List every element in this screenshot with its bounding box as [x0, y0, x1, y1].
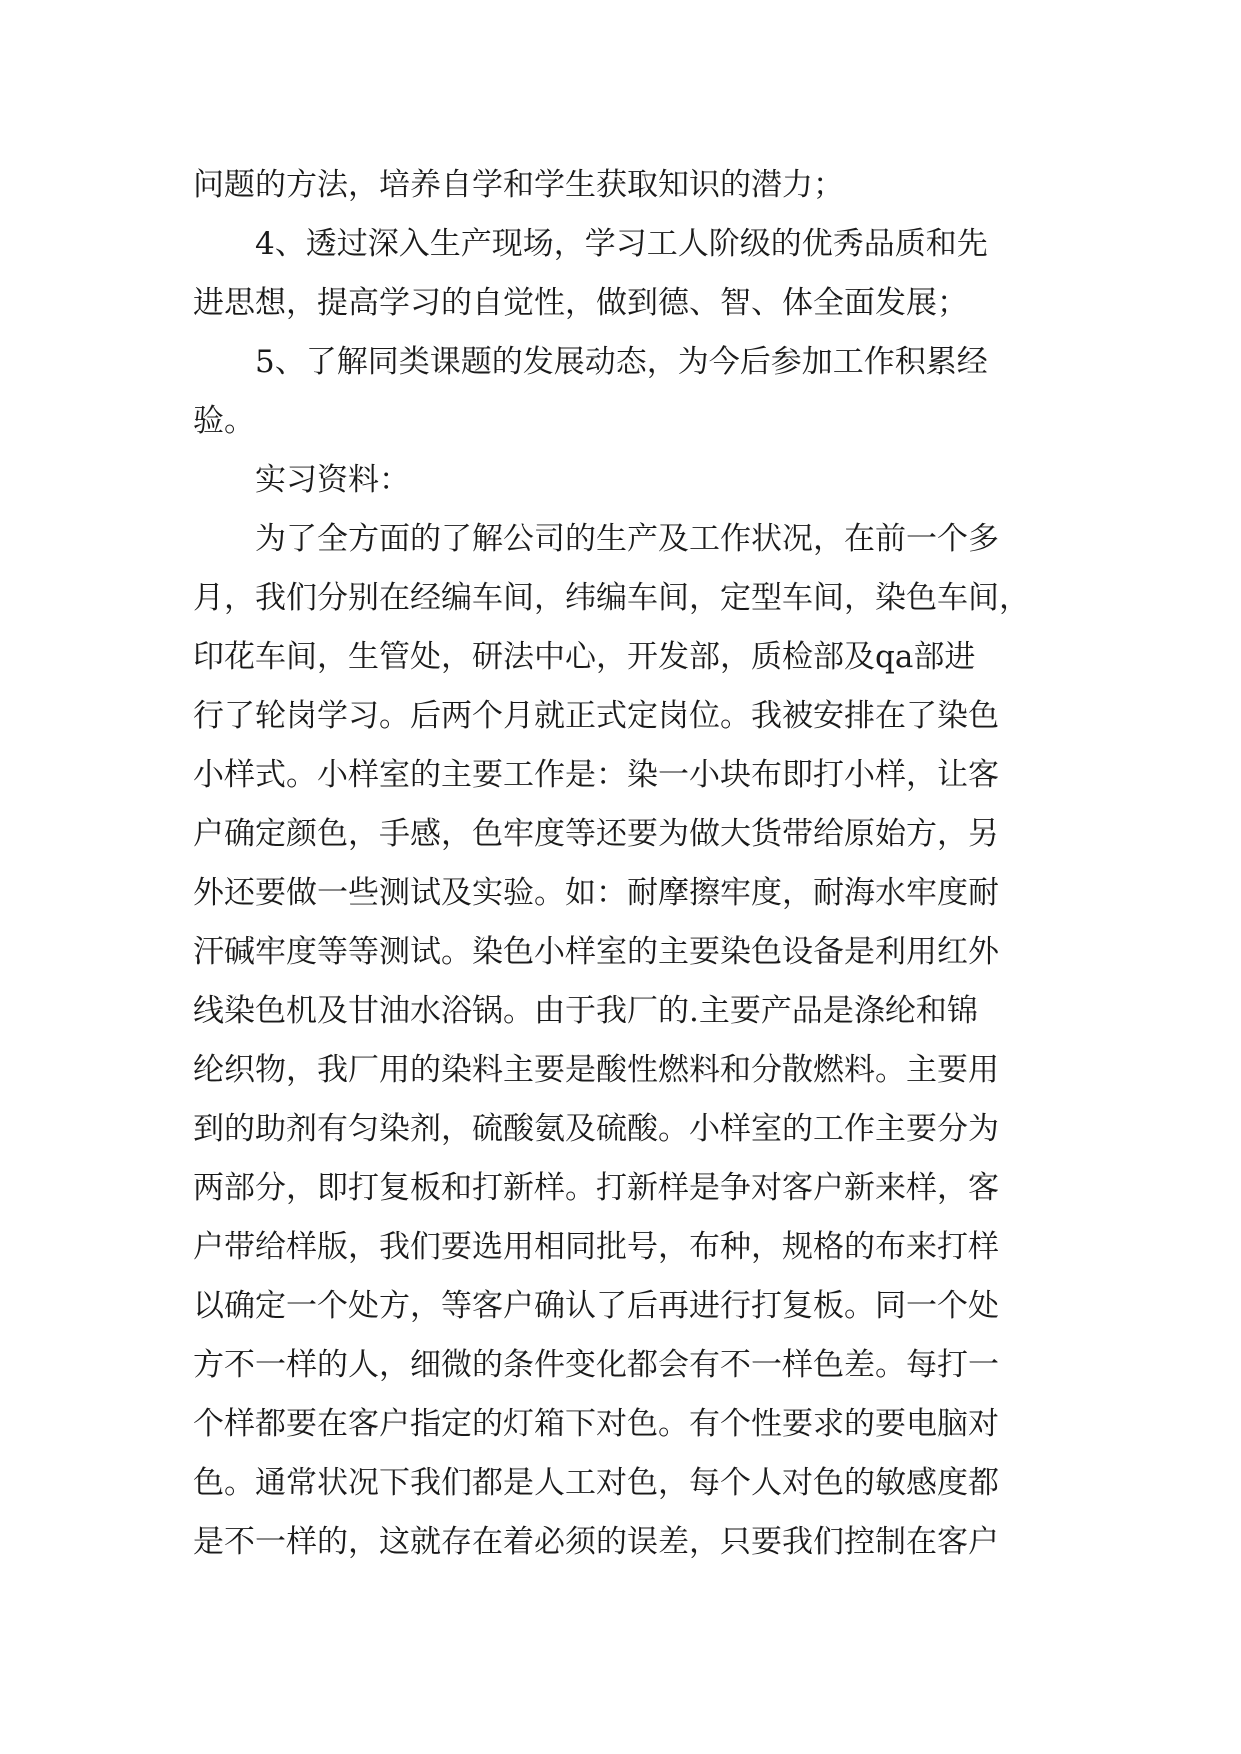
document-body [193, 156, 1053, 1572]
text-line: 方不一样的人，细微的条件变化都会有不一样色差。每打一 [193, 1347, 999, 1383]
text-line: 个样都要在客户指定的灯箱下对色。有个性要求的要电脑对 [193, 1406, 999, 1442]
text-line: 是不一样的，这就存在着必须的误差，只要我们控制在客户 [193, 1524, 999, 1560]
text-line: 到的助剂有匀染剂，硫酸氨及硫酸。小样室的工作主要分为 [193, 1111, 999, 1147]
text-line: 户带给样版，我们要选用相同批号，布种，规格的布来打样 [193, 1229, 999, 1265]
text-line: 5、了解同类课题的发展动态，为今后参加工作积累经 [193, 344, 988, 380]
text-line: 线染色机及甘油水浴锅。由于我厂的.主要产品是涤纶和锦 [193, 993, 978, 1029]
text-line: 验。 [193, 403, 255, 439]
text-line: 外还要做一些测试及实验。如：耐摩擦牢度，耐海水牢度耐 [193, 875, 999, 911]
text-line: 汗碱牢度等等测试。染色小样室的主要染色设备是利用红外 [193, 934, 999, 970]
text-line: 纶织物，我厂用的染料主要是酸性燃料和分散燃料。主要用 [193, 1052, 999, 1088]
section-heading: 实习资料： [193, 462, 410, 498]
text-line: 户确定颜色，手感，色牢度等还要为做大货带给原始方，另 [193, 816, 999, 852]
text-line: 两部分，即打复板和打新样。打新样是争对客户新来样，客 [193, 1170, 999, 1206]
text-line: 月，我们分别在经编车间，纬编车间，定型车间，染色车间， [193, 580, 1030, 616]
text-line: 小样式。小样室的主要工作是：染一小块布即打小样，让客 [193, 757, 999, 793]
text-line: 问题的方法，培养自学和学生获取知识的潜力； [193, 167, 844, 203]
text-line: 以确定一个处方，等客户确认了后再进行打复板。同一个处 [193, 1288, 999, 1324]
text-line: 进思想，提高学习的自觉性，做到德、智、体全面发展； [193, 285, 968, 321]
text-line: 行了轮岗学习。后两个月就正式定岗位。我被安排在了染色 [193, 698, 999, 734]
text-line: 为了全方面的了解公司的生产及工作状况，在前一个多 [193, 521, 999, 557]
text-line: 印花车间，生管处，研法中心，开发部，质检部及qa部进 [193, 639, 976, 675]
text-line: 4、透过深入生产现场，学习工人阶级的优秀品质和先 [193, 226, 988, 262]
text-line: 色。通常状况下我们都是人工对色，每个人对色的敏感度都 [193, 1465, 999, 1501]
